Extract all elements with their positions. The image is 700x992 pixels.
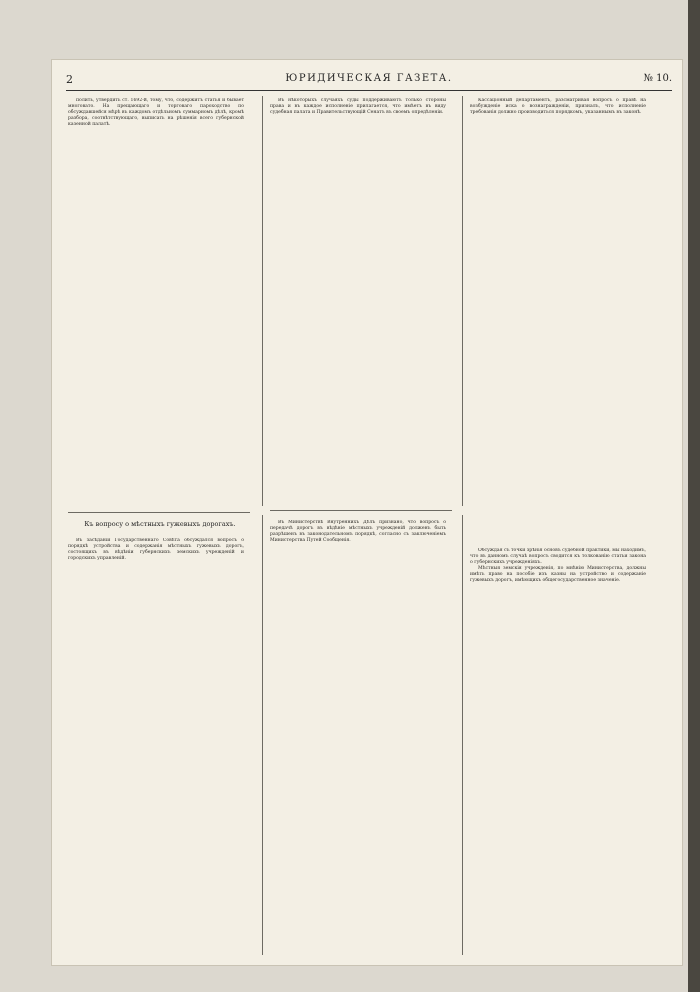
column-upper-right xyxy=(470,98,646,538)
column-lower-right xyxy=(470,548,646,958)
paragraph: Обсуждая съ точки зрѣнія основъ судебной практики, мы находимъ, что въ данномъ случаѣ вопросъ сводится къ толкованію статьи закона о губернскихъ учрежденіяхъ. xyxy=(470,548,646,565)
issue-number: № 10. xyxy=(643,73,672,84)
page-number: 2 xyxy=(66,73,73,86)
article-heading: Къ вопросу о мѣстныхъ гужевыхъ дорогахъ. xyxy=(84,520,236,528)
paragraph: Въ засѣданіи Государственнаго Совѣта обсуждался вопросъ о порядкѣ устройства и содержанія мѣстныхъ гужевыхъ дорогъ, состоящихъ въ вѣдѣніи губернскихъ земскихъ учрежденій и городскихъ управленій. xyxy=(68,538,244,561)
newspaper-page xyxy=(52,60,682,965)
column-rule xyxy=(462,515,463,955)
column-upper-left xyxy=(68,98,244,428)
paragraph: Въ Министерствѣ Внутреннихъ Дѣлъ признано, что вопросъ о передачѣ дорогъ въ вѣдѣніе мѣстныхъ учрежденій долженъ быть разрѣшенъ въ законодательномъ порядкѣ, согласно съ заключеніемъ Министерства Путей Сообщенія. xyxy=(270,520,446,543)
column-rule xyxy=(262,96,263,506)
page-header xyxy=(66,72,672,91)
book-spine xyxy=(688,0,700,992)
section-divider xyxy=(270,510,452,511)
column-upper-mid xyxy=(270,98,446,498)
paragraph: Въ нѣкоторыхъ случаяхъ суды поддерживаютъ только стороны права и въ каждое исполненіе прилагается, что имѣетъ въ виду судебная палата и Правительствующій Сенатъ въ своемъ опредѣленіи. xyxy=(270,98,446,115)
section-divider xyxy=(68,512,250,513)
column-lower-mid xyxy=(270,520,446,958)
column-lower-left xyxy=(68,538,244,958)
column-rule xyxy=(462,96,463,506)
paragraph: полить, утвердить ст. 1692-й, тому, что, содержитъ статья и бывает многовато. На прещающаго и торговаго пароходство по обсуждавшейся мѣрѣ въ каждомъ отдѣльномъ суммарномъ дѣлѣ, кромѣ разбора, соотвѣтствующаго, выписать на рѣшенія всего губернской казенной палатѣ. xyxy=(68,98,244,127)
paragraph: Кассаціонный департаментъ, разсматривая вопросъ о правѣ на возбужденіе иска о вознагражденіи, призналъ, что исполненіе требованія должно производиться порядкомъ, указаннымъ въ законѣ. xyxy=(470,98,646,115)
newspaper-title: ЮРИДИЧЕСКАЯ ГАЗЕТА. xyxy=(285,73,453,84)
paragraph: Мѣстныя земскія учрежденія, по мнѣнію Министерства, должны имѣть право на пособіе изъ казны на устройство и содержаніе гужевыхъ дорогъ, имѣющихъ общегосударственное значеніе. xyxy=(470,565,646,583)
column-rule xyxy=(262,515,263,955)
